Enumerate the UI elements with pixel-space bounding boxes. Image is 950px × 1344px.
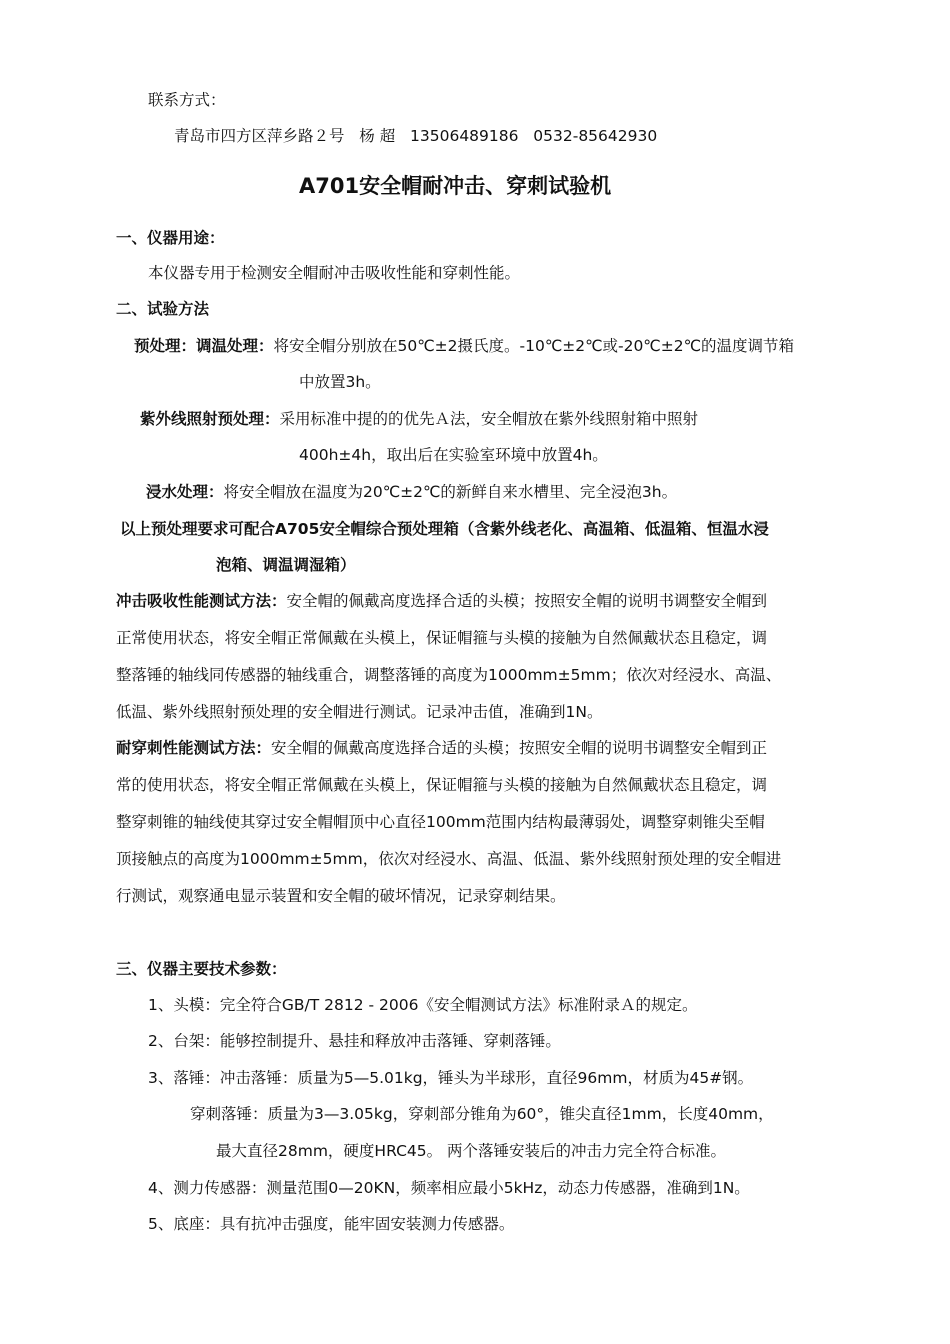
- temp-treatment-text-cont: 中放置3h。: [299, 373, 381, 391]
- pierce-method-line-3: 整穿刺锥的轴线使其穿过安全帽帽顶中心直径100mm范围内结构最薄弱处，调整穿刺锥尖至帽: [116, 813, 765, 831]
- temp-treatment-line: [134, 334, 794, 358]
- purpose-text: 本仪器专用于检测安全帽耐冲击吸收性能和穿刺性能。: [148, 264, 521, 282]
- pierce-method-line-4: 顶接触点的高度为1000mm±5mm，依次对经浸水、高温、低温、紫外线照射预处理的安全帽进: [116, 850, 782, 868]
- contact-phone-landline: 0532-85642930: [533, 127, 658, 145]
- contact-phone-mobile: 13506489186: [410, 127, 519, 145]
- impact-method-line-4: 低温、紫外线照射预处理的安全帽进行测试。记录冲击值，准确到1N。: [116, 703, 603, 721]
- pretreatment-note: 以上预处理要求可配合A705安全帽综合预处理箱（含紫外线老化、高温箱、低温箱、恒温水浸: [120, 520, 769, 538]
- water-treatment-label: 浸水处理：: [146, 483, 224, 501]
- pierce-method-label: 耐穿刺性能测试方法：: [116, 739, 272, 757]
- impact-method-line-1: [116, 589, 767, 613]
- pretreatment-label: 预处理：: [134, 337, 197, 355]
- water-treatment-text: 将安全帽放在温度为20℃±2℃的新鲜自来水槽里、完全浸泡3h。: [223, 483, 678, 501]
- section-heading-purpose: 一、仪器用途：: [116, 229, 225, 247]
- page-title: A701安全帽耐冲击、穿刺试验机: [299, 174, 612, 198]
- temp-treatment-text: 将安全帽分别放在50℃±2摄氏度。-10℃±2℃或-20℃±2℃的温度调节箱: [273, 337, 794, 355]
- impact-method-line-2: 正常使用状态，将安全帽正常佩戴在头模上，保证帽箍与头模的接触为自然佩戴状态且稳定，调: [116, 629, 768, 647]
- pierce-method-line-5: 行测试，观察通电显示装置和安全帽的破坏情况，记录穿刺结果。: [116, 887, 566, 905]
- contact-name: 杨 超: [359, 127, 396, 145]
- pierce-method-line-2: 常的使用状态，将安全帽正常佩戴在头模上，保证帽箍与头模的接触为自然佩戴状态且稳定，调: [116, 776, 768, 794]
- uv-treatment-line: [140, 407, 698, 431]
- spec-item-hammer: 3、落锤：冲击落锤：质量为5—5.01kg，锤头为半球形，直径96mm，材质为45#钢。: [148, 1069, 754, 1087]
- spec-item-head-model: 1、头模：完全符合GB/T 2812 - 2006《安全帽测试方法》标准附录Ａ的规定。: [148, 996, 698, 1014]
- spec-item-frame: 2、台架：能够控制提升、悬挂和释放冲击落锤、穿刺落锤。: [148, 1032, 561, 1050]
- uv-treatment-label: 紫外线照射预处理：: [140, 410, 280, 428]
- spec-item-hammer-cont: 最大直径28mm，硬度HRC45。 两个落锤安装后的冲击力完全符合标准。: [216, 1142, 727, 1160]
- impact-method-label: 冲击吸收性能测试方法：: [116, 592, 287, 610]
- uv-treatment-text: 采用标准中提的的优先Ａ法，安全帽放在紫外线照射箱中照射: [279, 410, 699, 428]
- uv-treatment-text-cont: 400h±4h，取出后在实验室环境中放置4h。: [299, 446, 608, 464]
- spec-item-base: 5、底座：具有抗冲击强度，能牢固安装测力传感器。: [148, 1215, 515, 1233]
- contact-label: 联系方式：: [148, 91, 226, 109]
- pierce-method-text: 安全帽的佩戴高度选择合适的头模；按照安全帽的说明书调整安全帽到正: [271, 739, 768, 757]
- spec-item-hammer-pierce: 穿刺落锤：质量为3—3.05kg，穿刺部分锥角为60°，锥尖直径1mm，长度40mm，: [190, 1105, 774, 1123]
- spec-item-force-sensor: 4、测力传感器：测量范围0—20KN，频率相应最小5kHz，动态力传感器，准确到1N。: [148, 1179, 750, 1197]
- pretreatment-note-cont: 泡箱、调温调湿箱）: [216, 556, 356, 574]
- pierce-method-line-1: [116, 736, 767, 760]
- temp-treatment-label: 调温处理：: [196, 337, 274, 355]
- impact-method-line-3: 整落锤的轴线同传感器的轴线重合，调整落锤的高度为1000mm±5mm；依次对经浸水、高温、: [116, 666, 782, 684]
- impact-method-text: 安全帽的佩戴高度选择合适的头模；按照安全帽的说明书调整安全帽到: [286, 592, 768, 610]
- water-treatment-line: [146, 480, 677, 504]
- section-heading-specs: 三、仪器主要技术参数：: [116, 960, 287, 978]
- section-heading-method: 二、试验方法: [116, 300, 210, 318]
- contact-line: [174, 124, 657, 148]
- contact-address: 青岛市四方区萍乡路２号: [174, 127, 345, 145]
